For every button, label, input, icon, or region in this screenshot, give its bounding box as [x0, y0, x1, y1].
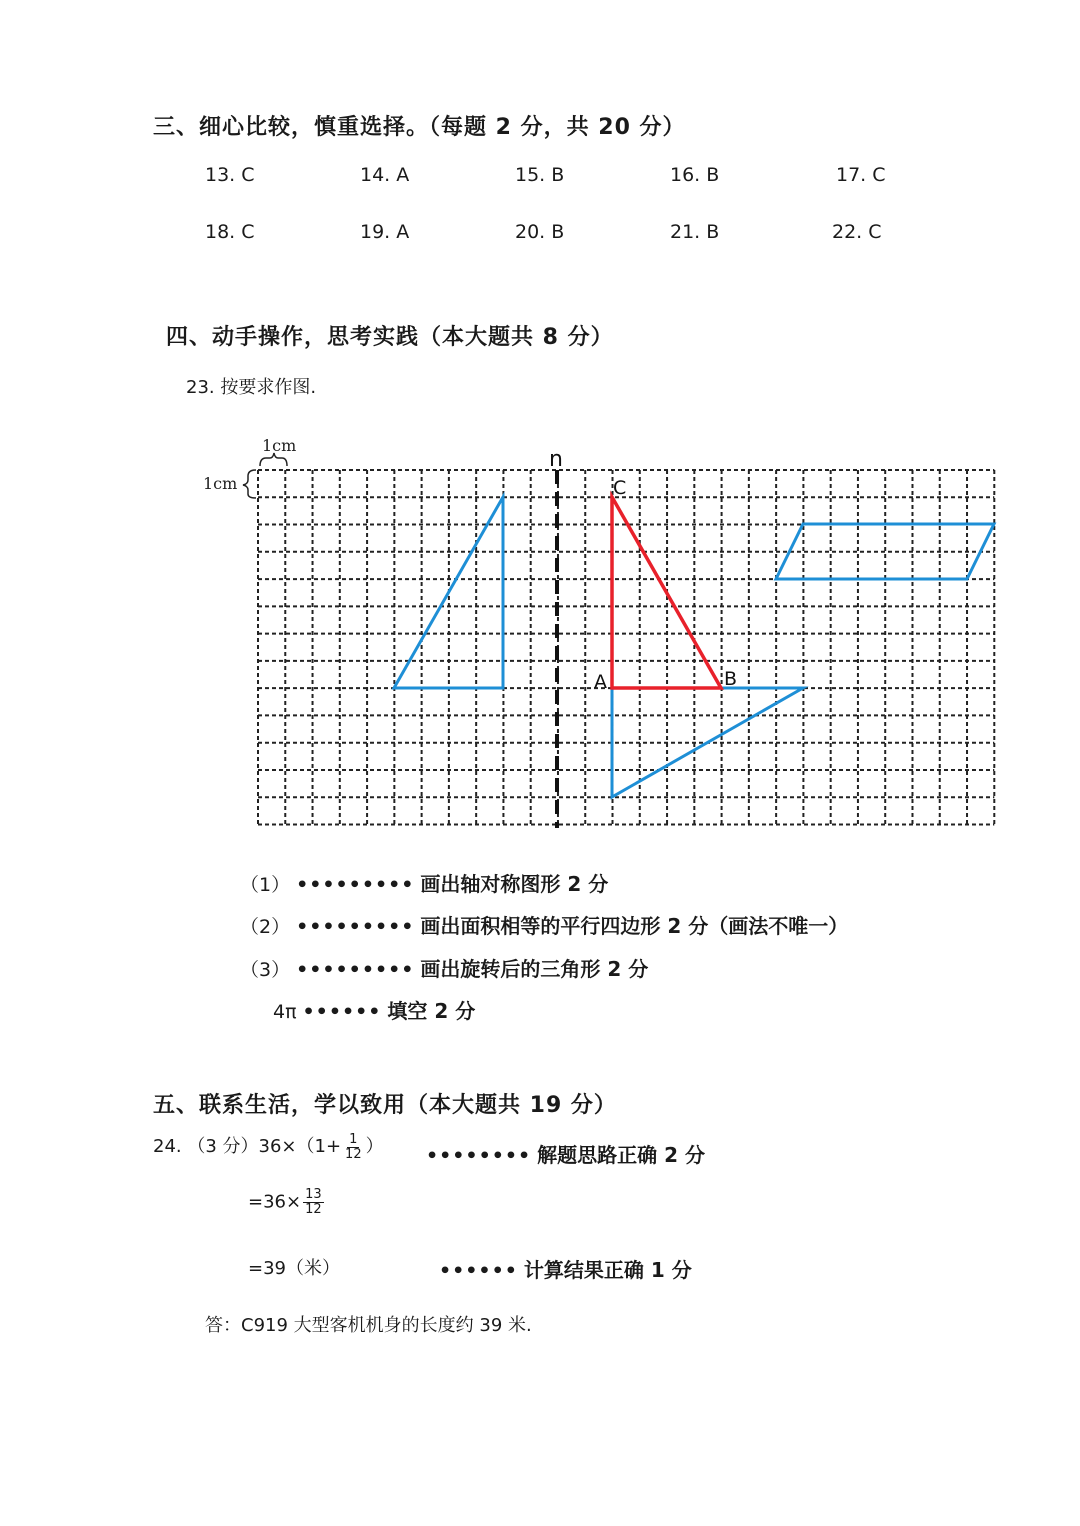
q24-note-1	[420, 1139, 705, 1168]
answer-15: 15. B	[515, 164, 565, 186]
unit-brace-left	[243, 470, 256, 498]
rule-2-num: （2）	[240, 916, 291, 938]
q24-line1	[153, 1132, 384, 1162]
point-label-a: A	[594, 671, 607, 693]
q24-note1-text: 解题思路正确 2 分	[537, 1143, 705, 1167]
rule-3	[240, 953, 648, 982]
q24-prefix: 24. （3 分）36×（1+	[153, 1136, 342, 1157]
axis-label-n: n	[549, 447, 563, 472]
point-label-c: C	[613, 477, 627, 499]
rule-2-dots: •••••••••	[296, 916, 415, 938]
rule-2	[240, 910, 848, 939]
answer-14: 14. A	[360, 164, 410, 186]
unit-label-left: 1cm	[203, 474, 238, 493]
rule-4-dots: ••••••	[302, 1001, 382, 1023]
q24-answer: 答：C919 大型客机机身的长度约 39 米.	[205, 1315, 532, 1336]
q24-frac1-den: 12	[345, 1146, 362, 1162]
rule-4-desc: 填空 2 分	[387, 999, 476, 1023]
rule-3-num: （3）	[240, 959, 291, 981]
q24-frac2-den: 12	[305, 1202, 322, 1217]
rule-1-desc: 画出轴对称图形 2 分	[420, 872, 609, 896]
q24-fraction-2	[303, 1188, 324, 1217]
q24-dots-1: ••••••••	[426, 1145, 532, 1167]
answer-20: 20. B	[515, 221, 565, 243]
question-23: 23. 按要求作图.	[186, 377, 317, 398]
answer-22: 22. C	[832, 221, 882, 243]
rule-1	[240, 868, 608, 897]
answer-21: 21. B	[670, 221, 720, 243]
q24-line2-prefix: =36×	[248, 1191, 302, 1213]
answer-13: 13. C	[205, 164, 255, 186]
answer-17: 17. C	[836, 164, 886, 186]
section3-heading: 三、细心比较，慎重选择。（每题 2 分，共 20 分）	[153, 115, 686, 140]
rule-4-num: 4π	[273, 1001, 297, 1023]
q24-dots-2: ••••••	[439, 1260, 518, 1282]
answer-19: 19. A	[360, 221, 410, 243]
rule-1-num: （1）	[240, 874, 291, 896]
q24-fraction-1	[343, 1133, 364, 1162]
answer-16: 16. B	[670, 164, 720, 186]
q24-frac2-num: 13	[305, 1187, 322, 1202]
rule-4	[273, 995, 475, 1024]
q24-line3: =39（米）	[248, 1258, 340, 1279]
section5-heading: 五、联系生活，学以致用（本大题共 19 分）	[153, 1093, 617, 1118]
rule-3-dots: •••••••••	[296, 959, 415, 981]
q24-suffix: ）	[365, 1136, 384, 1157]
unit-label-top: 1cm	[262, 436, 297, 455]
q24-note2-text: 计算结果正确 1 分	[523, 1258, 692, 1282]
q24-line2	[248, 1188, 326, 1217]
rule-1-dots: •••••••••	[296, 874, 415, 896]
section4-heading: 四、动手操作，思考实践（本大题共 8 分）	[166, 325, 614, 350]
answer-18: 18. C	[205, 221, 255, 243]
point-label-b: B	[724, 668, 738, 690]
q24-note-2	[433, 1254, 692, 1283]
rule-3-desc: 画出旋转后的三角形 2 分	[420, 957, 649, 981]
rule-2-desc: 画出面积相等的平行四边形 2 分（画法不唯一）	[420, 914, 849, 938]
q24-frac1-num: 1	[349, 1131, 358, 1147]
